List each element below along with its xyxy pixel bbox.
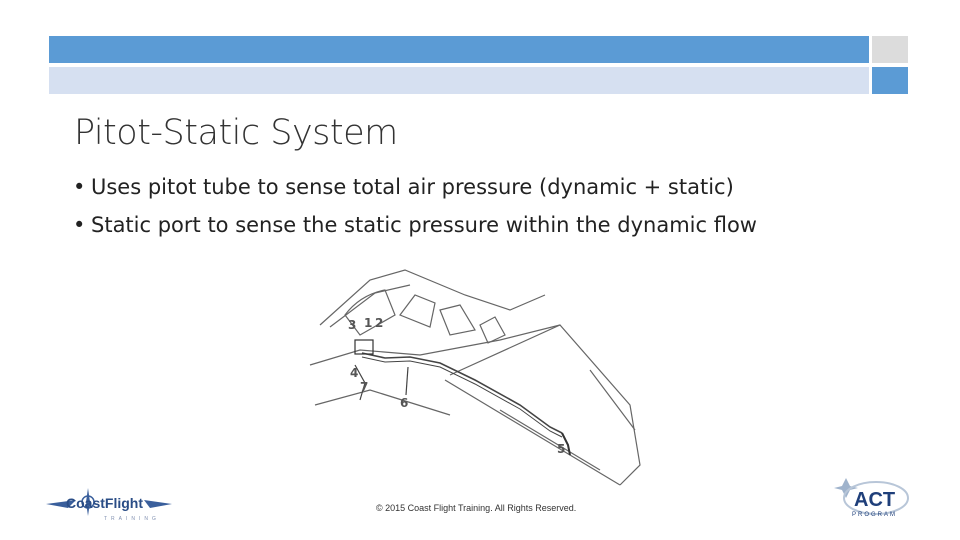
bullet-item (73, 168, 757, 206)
diagram-label: 4 (350, 366, 359, 380)
bullet-list (73, 168, 757, 244)
slide-title: Pitot-Static System (74, 113, 398, 153)
logo-subtext: TRAINING (104, 516, 160, 522)
pitot-static-diagram (300, 255, 660, 490)
bullet-text: Uses pitot tube to sense total air pressure (dynamic + static) (91, 175, 734, 199)
act-program-logo (834, 476, 910, 522)
header-band-top (49, 36, 869, 63)
diagram-label: 5 (557, 442, 566, 456)
coast-flight-logo (46, 488, 172, 524)
bullet-symbol: • (73, 213, 86, 237)
aircraft-outline (310, 270, 640, 485)
bullet-item (73, 206, 757, 244)
header-band-middle (49, 67, 869, 94)
diagram-label: 1 (364, 316, 373, 330)
logo-act-text: ACT (854, 489, 896, 511)
logo-program-text: PROGRAM (852, 512, 898, 518)
diagram-label: 7 (360, 380, 369, 394)
bullet-text: Static port to sense the static pressure within the dynamic flow (91, 213, 757, 237)
logo-text: CoastFlight (66, 495, 143, 511)
diagram-label: 3 (348, 318, 357, 332)
diagram-label: 6 (400, 396, 409, 410)
header-band-top-accent (872, 36, 908, 63)
header-band-middle-accent (872, 67, 908, 94)
copyright-notice: © 2015 Coast Flight Training. All Rights Reserved. (376, 503, 577, 513)
bullet-symbol: • (73, 175, 86, 199)
diagram-label: 2 (375, 316, 384, 330)
